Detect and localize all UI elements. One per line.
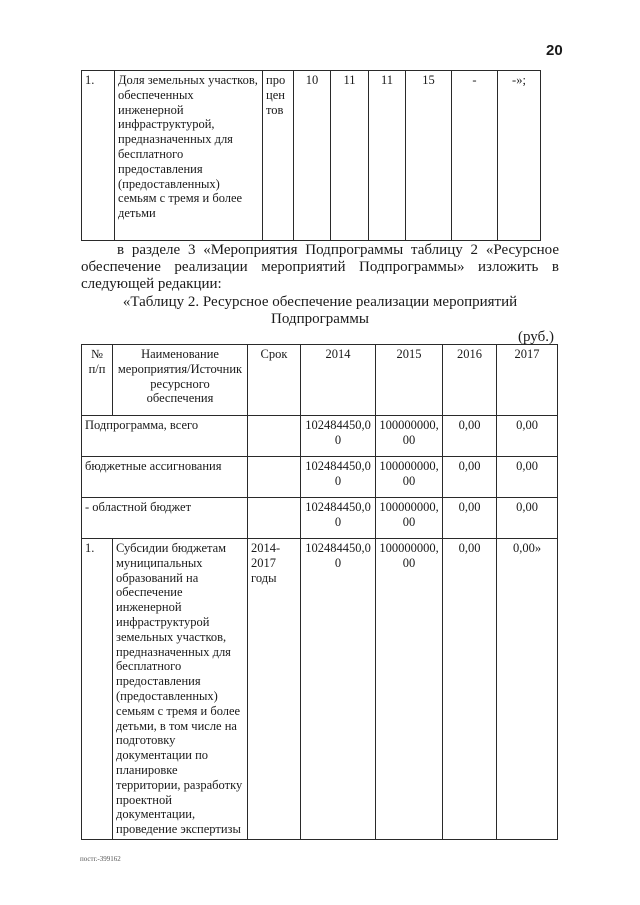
- value-2014: 102484450,00: [301, 498, 376, 539]
- row-number: 1.: [82, 539, 113, 840]
- unit-cell: про цен тов: [263, 71, 294, 241]
- value-2017: 0,00»: [497, 539, 558, 840]
- header-2016: 2016: [443, 345, 497, 416]
- table-row: [82, 498, 558, 539]
- value-2016: 0,00: [443, 416, 497, 457]
- header-term: Срок: [248, 345, 301, 416]
- row-label: - областной бюджет: [82, 498, 248, 539]
- header-num: № п/п: [82, 345, 113, 416]
- table-row: [82, 71, 541, 241]
- row-term: [248, 416, 301, 457]
- header-name: Наименование мероприятия/Источник ресурсного обеспечения: [113, 345, 248, 416]
- page-number: 20: [546, 42, 563, 59]
- row-number: 1.: [82, 71, 115, 241]
- value-2016: 0,00: [443, 457, 497, 498]
- value-2015: 100000000,00: [376, 416, 443, 457]
- value-2017: 0,00: [497, 416, 558, 457]
- value-cell: 11: [369, 71, 406, 241]
- row-label: бюджетные ассигнования: [82, 457, 248, 498]
- resource-table: [81, 344, 558, 840]
- header-2014: 2014: [301, 345, 376, 416]
- value-2015: 100000000,00: [376, 498, 443, 539]
- value-2014: 102484450,00: [301, 457, 376, 498]
- value-cell: 11: [331, 71, 369, 241]
- value-2017: 0,00: [497, 498, 558, 539]
- table-row: [82, 539, 558, 840]
- indicator-name: Доля земельных участков, обеспеченных инженерной инфраструктурой, предназначенных для бесплатного предоставления (предоставленных) семьям с тремя и более детьми: [115, 71, 263, 241]
- header-2015: 2015: [376, 345, 443, 416]
- row-label: Подпрограмма, всего: [82, 416, 248, 457]
- units-label: (руб.): [518, 329, 554, 345]
- value-cell: 15: [406, 71, 452, 241]
- value-2014: 102484450,00: [301, 416, 376, 457]
- table-header-row: [82, 345, 558, 416]
- value-2014: 102484450,00: [301, 539, 376, 840]
- item-name: Субсидии бюджетам муниципальных образований на обеспечение инженерной инфраструктурой земельных участков, предназначенных для бесплатного предоставления (предоставленных) семьям с тремя и более детьми, в том числе на подготовку документации по планировке территории, разработку проектной документации, проведение экспертизы: [113, 539, 248, 840]
- footer-code: постг.-399162: [80, 855, 121, 863]
- table-caption: «Таблицу 2. Ресурсное обеспечение реализации мероприятий Подпрограммы: [122, 294, 518, 327]
- table-row: [82, 416, 558, 457]
- value-2015: 100000000,00: [376, 539, 443, 840]
- table-row: [82, 457, 558, 498]
- value-2016: 0,00: [443, 539, 497, 840]
- value-2016: 0,00: [443, 498, 497, 539]
- value-cell: 10: [294, 71, 331, 241]
- header-2017: 2017: [497, 345, 558, 416]
- value-cell: -: [452, 71, 498, 241]
- row-term: 2014-2017 годы: [248, 539, 301, 840]
- row-term: [248, 498, 301, 539]
- value-2017: 0,00: [497, 457, 558, 498]
- amendment-paragraph: в разделе 3 «Мероприятия Подпрограммы таблицу 2 «Ресурсное обеспечение реализации мероприятий Подпрограммы» изложить в следующей редакции:: [81, 242, 559, 292]
- value-cell: -»;: [498, 71, 541, 241]
- value-2015: 100000000,00: [376, 457, 443, 498]
- row-term: [248, 457, 301, 498]
- indicator-table: [81, 70, 541, 241]
